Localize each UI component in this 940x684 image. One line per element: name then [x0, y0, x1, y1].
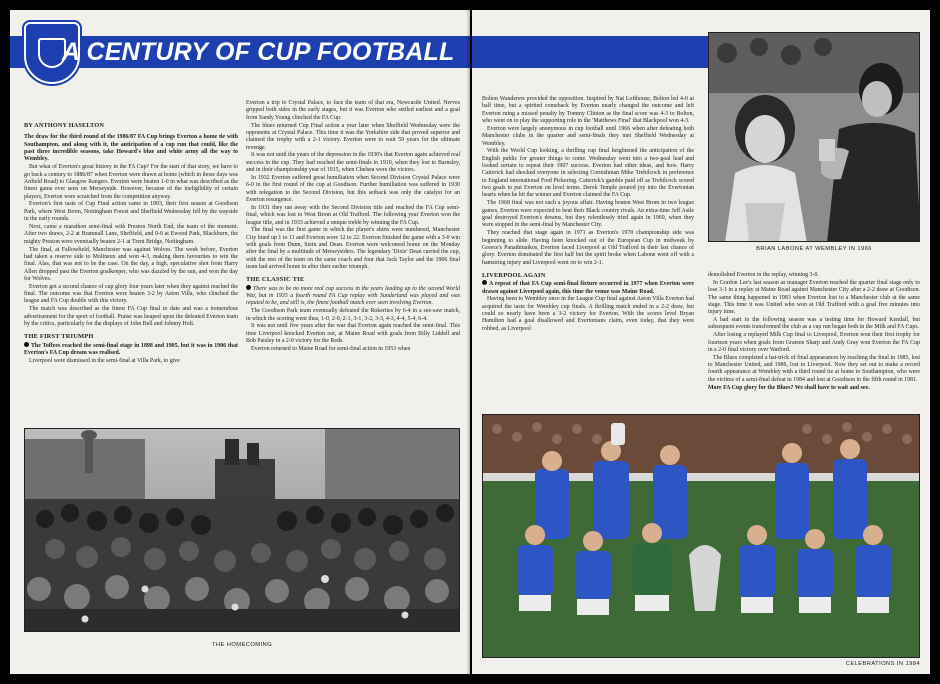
text-column-2 [246, 100, 460, 354]
body-paragraph: The final, at Fallowfield, Manchester was against Wolves. The week before, Everton had taken a reserve side to Molineux and won 4-3, making them favourites to win the final. Alas, that was not to be the case. On the day, a high, speculative shot from Harry Allen dropped past the Everton goalkeeper, who was dazzled by the sun, and won the day for Wolves. [24, 246, 238, 282]
closing-line: More FA Cup glory for the Blues? We shall have to wait and see. [708, 384, 870, 391]
body-paragraph: demolished Everton in the replay, winning 3-0. [708, 272, 819, 278]
body-paragraph: Everton got a second chance of cup glory four years later when they against reached the final. The outcome was that Everton were beaten 3-2 by Aston Villa, who clinched the league and FA Cup double with this victory. [24, 283, 238, 305]
body-paragraph: Next, came a marathon semi-final with Preston North End, the team of the moment. After two draws, 2-2 at Bramnall Lane, Sheffield, and 0-0 at Ewood Park, Blackburn, the mighty Preston were eventually beaten 2-1 at Trent Bridge, Nottingham. [24, 223, 238, 245]
caption-celebrations: CELEBRATIONS IN 1984 [845, 661, 920, 667]
body-paragraph: Everton returned to Maine Road for semi-final action in 1953 when [251, 346, 411, 352]
body-paragraph: Everton were largely anonymous in cup football until 1966 when after defeating both Manchester clubs in the quarter and semi-finals they met Sheffield Wednesday at Wembley. [482, 125, 694, 147]
body-paragraph: Having been to Wembley once in the League Cup final against Aston Villa Everton had acquired the taste for Wembley cup finals. A thrilling match ended in a 2-2 draw, but could so nearly have been a 3-2 victory for Everton. With the scores level Bryan Hamilton had a goal disallowed and Evertonians claim, even today, that they were robbed, as Liverpool [482, 296, 694, 332]
body-paragraph: The 1968 final was not such a joyous affair. Having beaten West Brom in two league games, Everton were expected to beat their Black country rivals. An extra-time Jeff Astle goal destroyed Everton's dreams, but they relentlessly tried again in 1969, when they were stopped in the semi-final by Manchester City. [482, 200, 694, 229]
body-paragraph: It was not until five years after the war that Everton again reached the semi-final. This time Liverpool knocked Everton out, at Maine Road with goals from Billy Liddell and Bob Paisley in a 2-0 victory for the Reds. [246, 323, 460, 345]
body-paragraph: Everton's first taste of Cup Final action came in 1893, their first season at Goodison Park, where West Brom, Nottingham Forest and Sheffield Wednesday fell by the wayside in the early rounds. [24, 201, 238, 223]
deck-text: A repeat of that FA Cup semi-final fixture occurred in 1977 when Everton were drawn against Liverpool again, this time the venue was Maine Road. [482, 281, 694, 295]
caption-homecoming: THE HOMECOMING [211, 642, 273, 648]
headline: A CENTURY OF CUP FOOTBALL [62, 38, 455, 66]
text-column-3 [482, 96, 694, 334]
body-paragraph: After losing a replayed Milk Cup final to Liverpool, Everton won their first trophy for fourteen years when goals from Graeme Sharp and Andy Gray won Everton the FA Cup in a 2-0 final victory over Watford. [708, 332, 920, 353]
homecoming-photo [24, 428, 460, 632]
subhead: THE CLASSIC TIE [246, 276, 305, 284]
body-paragraph: Bolton Wanderers provided the opposition. Inspired by Nat Lofthouse, Bolton led 4-0 at half time, but a spirited comeback by Everton nearly changed the outcome and left Everton ruing a missed penalty by Tommy Clinton as the final score was 4-3 to Bolton, who went on to play the supporting role in the 'Matthews Final' that Blackpool won 4-3. [482, 96, 694, 125]
labone-photo [708, 32, 920, 242]
body-paragraph: In 1932 Everton suffered great humiliation when Second Division Crystal Palace were 6-0 in the first round of the cup at Goodison. Further humiliation was suffered in 1930 with relegation to the Second Division, but this setback was only the catalyst for an Everton resurgence. [246, 174, 460, 203]
deck-text: There was to be no more real cup success in the years leading up to the second World War, but in 1935 a fourth round FA Cup replay with Sunderland was played and was reputed to be, and still is, the finest football match ever seen involving Everton. [246, 285, 460, 307]
bullet-icon [482, 280, 487, 285]
body-paragraph: Liverpool were dismissed in the semi-final at Villa Park, to give [29, 357, 180, 364]
body-paragraph: It was not until the years of the depression in the 1930's that Everton again achieved real success in the cup. They had reached the semi-finals in 1910, when they lost to Barnsley, and in their championship year of 1915, when Chelsea were the victors. [246, 152, 460, 174]
subhead: LIVERPOOL AGAIN [482, 271, 546, 279]
body-paragraph: The match was described as the finest FA Cup final to date and was a tremendous advertisement for the sport of football. Praise was heaped upon the defeated Everton team by the critics, particularly for the displays of John Bell and Johnny Holt. [24, 306, 238, 327]
body-paragraph: The blues returned Cup Final action a year later when Sheffield Wednesday were the opponents at Crystal Palace. This time it was the Yorkshire side that proved superior and claimed the trophy with a 2-1 victory. Everton were to wait 59 years for the ultimate revenge. [246, 122, 460, 151]
title-band-continued [472, 36, 708, 68]
deck-text: The Toffees reached the semi-final stage in 1898 and 1905, but it was in 1906 that Everton's FA Cup dream was realised. [24, 342, 238, 356]
left-page [10, 10, 470, 674]
bullet-icon [24, 342, 29, 347]
body-paragraph: Everton a trip to Crystal Palace, to face the team of that era, Newcastle United. Nerves gripped both sides in the early stages, but it was Everton who settled earliest and a goal from Sandy Young clinched the FA Cup. [246, 100, 460, 121]
body-paragraph: With the World Cup looking, a thrilling cup final heightened the anticipation of the English public for greater things to come. Wednesday went into a two-goal lead and looked certain to repeat their 1907 success. Everton had other ideas, and how. Harry Catterick had shocked everyone in selecting Cornishman Mike Trebilcock in preference to England international Fred Pickering. Catterick's gamble paid off as Trebilcock scored two goals to put Everton on level terms. Derek Temple poured joy into the Evertonian hearts when he hit the winner and Everton claimed the FA Cup. [482, 148, 694, 199]
byline: BY ANTHONY HASELTON [24, 122, 105, 129]
lead-paragraph: The draw for the third round of the 1986/87 FA Cup brings Everton a home tie with Southampton, and along with it, the anticipation of a cup run that could, like the past three incredible seasons, take Howard's blue and white army all the way to Wembley. [24, 134, 238, 163]
caption-labone: BRIAN LABONE AT WEMBLEY IN 1966 [756, 246, 872, 252]
bullet-icon [246, 285, 251, 290]
body-paragraph: The Blues completed a hat-trick of final appearances by reaching the final in 1985, lost to Manchester United, and 1986, lost to Liverpool. Now they set out to make a record fourth appearance at Wembley with a third round tie at home to Southampton, who were the victims of a semi-final defeat in 1984 and lost at Goodison in the fifth round in 1981. [708, 354, 920, 383]
subhead: THE FIRST TRIUMPH [24, 333, 94, 341]
text-column-4 [708, 272, 920, 393]
celebrations-photo [482, 414, 920, 658]
body-paragraph: But what of Everton's great history in the FA Cup? For the start of that story, we have to go back a century to 1886/87 when Everton were drawn at home (which in those days was Anfield Road) to Glasgow Rangers. Everton were beaten 1-0 in what was described as the finest game ever seen on Merseyside. However, because of the ineligibility of certain players, Everton were scratched from the competition anyway. [24, 164, 238, 200]
body-paragraph: The Goodison Park team eventually defeated the Rokerites by 6-4 in a see-saw match, in which the scoring went thus, 1-0, 2-0, 2-1, 3-1, 3-2, 3-3, 4-3, 4-4, 5-4, 6-4. [246, 308, 460, 322]
body-paragraph: In 1931 they ran away with the Second Division title and reached the FA Cup semi-final, which was lost to West Brom at Old Trafford. The following year Everton won the league title, and in 1933 achieved a unique treble by winning the FA Cup. [246, 204, 460, 226]
body-paragraph: A bad start to the following season was a testing time for Howard Kendall, but subsequent events transformed the club as a cup run began both in the Milk and FA Cups. [708, 317, 920, 331]
text-column-1 [24, 122, 238, 366]
body-paragraph: The final was the first game in which the player's shirts were numbered, Manchester City lined up 1 to 11 and Everton wore 12 to 22. Everton finished the game with a 3-0 win with goals from Dunn, Stein and Dean. Everton were welcomed home on the Monday after the final by a multitude of Merseysiders. The legendary 'Dixie' Dean carried the cup, with the rest of the team on the same coach and four that Jack Taylor and the 1906 final team had arrived home in after their earlier triumph. [246, 227, 460, 271]
right-page [472, 10, 930, 674]
body-paragraph: They reached that stage again in 1971 as Everton's 1970 championship side was beginning to slide. Having been knocked out of the European Cup in midweek by Greece's Panathinaikos, Everton faced Liverpool at Old Trafford in their last chance of glory. Everton dominated the first half but the spirit broke when Labone went off with a hamstring injury and Liverpool went on to win 2-1. [482, 230, 694, 266]
body-paragraph: In Gordon Lee's last season as manager Everton reached the quarter final stage only to lose 3-1 in a replay at Maine Road against Manchester City after a 2-2 draw at Goodison. The same thing happened in 1983 when Everton lost to a Manchester club at the same stage. This time it was United who won at Old Trafford with a goal five minutes into injury time. [708, 279, 920, 316]
